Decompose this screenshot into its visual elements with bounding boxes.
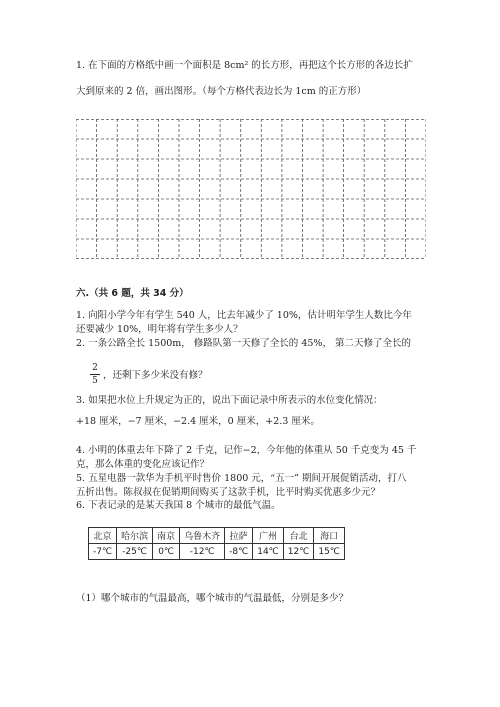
city-cell: 哈尔滨: [117, 528, 153, 544]
city-cell: 乌鲁木齐: [180, 528, 225, 544]
p5-line1: 5. 五星电器一款华为手机平时售价 1800 元，“五一” 期间开展促销活动，打八: [76, 473, 407, 484]
p6-sub-question-1: （1）哪个城市的气温最高，哪个城市的气温最低，分别是多少？: [76, 593, 349, 604]
city-cell: 海口: [314, 528, 345, 544]
fraction-two-fifths: [90, 363, 100, 386]
table-header-row: [89, 528, 345, 544]
temp-cell: -8℃: [225, 544, 253, 560]
city-cell: 北京: [89, 528, 117, 544]
fraction-denominator: 5: [92, 376, 98, 386]
temp-cell: 14℃: [253, 544, 284, 560]
table-row: [89, 544, 345, 560]
city-temperature-table: [88, 527, 345, 560]
p1-line1: 1. 向阳小学今年有学生 540 人，比去年减少了 10%，估计明年学生人数比今年: [76, 310, 412, 321]
fraction-bar: [90, 374, 100, 375]
p5-line2: 五折出售。陈叔叔在促销期间购买了这款手机，比平时购买优惠多少元？: [76, 487, 381, 498]
p2-line2: ，还剩下多少米没有修？: [103, 370, 208, 381]
section-title: 六.（共 6 题，共 34 分）: [76, 288, 189, 299]
city-cell: 拉萨: [225, 528, 253, 544]
q1-text-line1: 1. 在下面的方格纸中画一个面积是 8cm² 的长方形，再把这个长方形的各边长扩: [76, 60, 413, 71]
fraction-numerator: 2: [92, 363, 98, 373]
q1-text-line2: 大到原来的 2 倍，画出图形。（每个方格代表边长为 1cm 的正方形）: [76, 86, 367, 97]
p2-line1: 2. 一条公路全长 1500m， 修路队第一天修了全长的 45%， 第二天修了全长的: [76, 338, 411, 349]
p4-line2: 克，那么体重的变化应该记作？: [76, 459, 210, 470]
temp-cell: 15℃: [314, 544, 345, 560]
p3-line1: 3. 如果把水位上升规定为正的，说出下面记录中所表示的水位变化情况：: [76, 395, 383, 406]
city-cell: 广州: [253, 528, 284, 544]
temp-cell: -25℃: [117, 544, 153, 560]
graph-paper-grid: [76, 119, 426, 259]
p1-line2: 还要减少 10%，明年将有学生多少人？: [76, 324, 243, 335]
temp-cell: 12℃: [283, 544, 314, 560]
temp-cell: -7℃: [89, 544, 117, 560]
city-cell: 台北: [283, 528, 314, 544]
p3-line2: +18 厘米，−7 厘米，−2.4 厘米，0 厘米，+2.3 厘米。: [76, 416, 320, 427]
p6-line1: 6. 下表记录的是某天我国 8 个城市的最低气温。: [76, 500, 281, 511]
temp-cell: -12℃: [180, 544, 225, 560]
p4-line1: 4. 小明的体重去年下降了 2 千克，记作−2，今年他的体重从 50 千克变为 45 千: [76, 445, 417, 456]
city-cell: 南京: [153, 528, 180, 544]
grid-lines: [76, 119, 426, 259]
temp-cell: 0℃: [153, 544, 180, 560]
